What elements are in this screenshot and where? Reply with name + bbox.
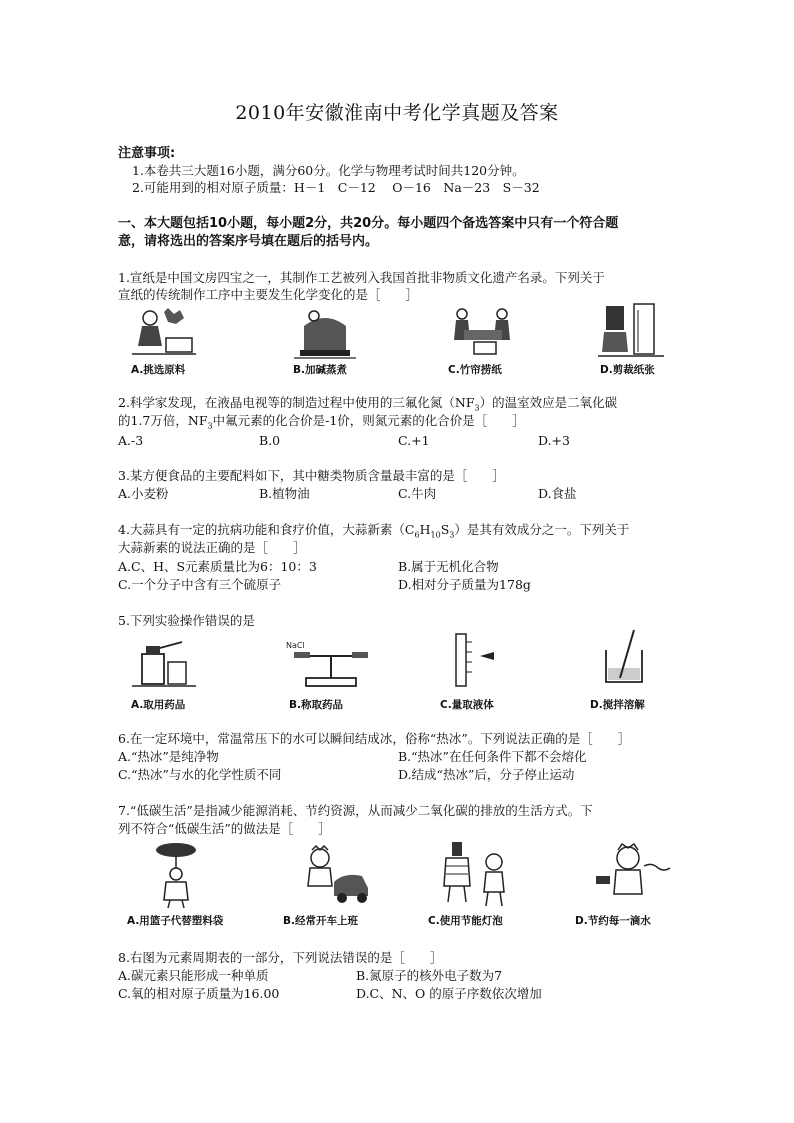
q4-option-a: A.C、H、S元素质量比为6：10：3 <box>118 559 317 574</box>
q6-line1: 6.在一定环境中，常温常压下的水可以瞬间结成冰，俗称“热冰”。下列说法正确的是［ ］ <box>118 731 631 746</box>
q7-image-a <box>146 842 206 912</box>
q7-image-b <box>304 846 374 910</box>
q6-option-a: A.“热冰”是纯净物 <box>118 749 219 764</box>
q4-symbol-h: H <box>419 522 431 537</box>
q1-line1: 1.宣纸是中国文房四宝之一，其制作工艺被列入我国首批非物质文化遗产名录。下列关于 <box>118 270 605 285</box>
q7-caption-d: D.节约每一滴水 <box>575 915 651 927</box>
q7-line2: 列不符合“低碳生活”的做法是［ ］ <box>118 821 331 836</box>
q5-line1: 5.下列实验操作错误的是 <box>118 613 255 628</box>
q2-line1-text-b: ）的温室效应是二氧化碳 <box>479 395 618 410</box>
q5-image-b <box>286 638 376 694</box>
notes-item-1: 1.本卷共三大题16小题，满分60分。化学与物理考试时间共120分钟。 <box>132 163 525 178</box>
q3-option-d: D.食盐 <box>538 486 577 501</box>
q2-line2-text-b: 中氟元素的化合价是-1价，则氮元素的化合价是［ ］ <box>212 413 525 428</box>
q2-option-c: C.+1 <box>398 433 430 448</box>
q5-image-c <box>450 632 510 694</box>
q5-image-d <box>596 628 656 692</box>
q7-caption-a: A.用篮子代替塑料袋 <box>127 915 224 927</box>
q1-image-a <box>128 304 198 364</box>
q3-option-c: C.牛肉 <box>398 486 437 501</box>
q7-image-d <box>592 842 672 908</box>
q1-image-d <box>598 302 668 364</box>
q8-option-a: A.碳元素只能形成一种单质 <box>118 968 269 983</box>
q4-symbol-s: S <box>440 522 450 537</box>
q4-option-d: D.相对分子质量为178g <box>398 577 531 592</box>
q4-subscript-c: 6 <box>414 530 420 540</box>
notes-heading: 注意事项: <box>118 146 176 161</box>
q7-caption-c: C.使用节能灯泡 <box>428 915 503 927</box>
q3-option-a: A.小麦粉 <box>118 486 169 501</box>
q6-option-d: D.结成“热冰”后，分子停止运动 <box>398 767 575 782</box>
q5-caption-b: B.称取药品 <box>289 699 343 711</box>
q2-option-a: A.-3 <box>118 433 144 448</box>
q1-image-b <box>290 306 360 364</box>
q4-subscript-h: 10 <box>430 530 441 540</box>
q8-line1: 8.右图为元素周期表的一部分，下列说法错误的是［ ］ <box>118 950 443 965</box>
q5-image-a <box>130 640 200 694</box>
q4-line1-text-b: ）是其有效成分之一。下列关于 <box>454 522 630 537</box>
q5-caption-c: C.量取液体 <box>440 699 494 711</box>
q1-caption-a: A.挑选原料 <box>131 364 186 376</box>
section1-line1: 一、本大题包括10小题，每小题2分，共20分。每小题四个备选答案中只有一个符合题 <box>118 216 619 231</box>
q1-caption-b: B.加碱蒸煮 <box>293 364 347 376</box>
q2-line2 <box>118 413 525 435</box>
q2-subscript-2: 3 <box>207 421 213 431</box>
q6-option-c: C.“热冰”与水的化学性质不同 <box>118 767 282 782</box>
notes-item-2: 2.可能用到的相对原子质量：H－1 C－12 O－16 Na－23 S－32 <box>132 180 540 195</box>
q4-subscript-s: 3 <box>449 530 455 540</box>
q2-line1-text-a: 2.科学家发现，在液晶电视等的制造过程中使用的三氟化氮（NF <box>118 395 475 410</box>
q1-caption-d: D.剪裁纸张 <box>600 364 655 376</box>
q2-subscript-1: 3 <box>474 403 480 413</box>
q2-option-b: B.0 <box>259 433 281 448</box>
q4-option-c: C.一个分子中含有三个硫原子 <box>118 577 282 592</box>
q5-nacl-label: NaCl <box>286 641 305 650</box>
q4-option-b: B.属于无机化合物 <box>398 559 499 574</box>
q4-line1-text-a: 4.大蒜具有一定的抗病功能和食疗价值，大蒜新素（C <box>118 522 415 537</box>
page-title: 2010年安徽淮南中考化学真题及答案 <box>235 102 559 124</box>
q3-option-b: B.植物油 <box>259 486 310 501</box>
q1-caption-c: C.竹帘捞纸 <box>448 364 502 376</box>
q1-image-c <box>444 304 524 364</box>
q2-line2-text-a: 的1.7万倍，NF <box>118 413 208 428</box>
q2-option-d: D.+3 <box>538 433 570 448</box>
q5-caption-d: D.搅拌溶解 <box>590 699 645 711</box>
q3-line1: 3.某方便食品的主要配料如下，其中糖类物质含量最丰富的是［ ］ <box>118 468 505 483</box>
q7-image-c <box>438 842 518 912</box>
q4-line2: 大蒜新素的说法正确的是［ ］ <box>118 540 306 555</box>
q7-line1: 7.“低碳生活”是指减少能源消耗、节约资源，从而减少二氧化碳的排放的生活方式。下 <box>118 803 593 818</box>
q1-line2: 宣纸的传统制作工序中主要发生化学变化的是［ ］ <box>118 287 419 302</box>
q6-option-b: B.“热冰”在任何条件下都不会熔化 <box>398 749 587 764</box>
q5-caption-a: A.取用药品 <box>131 699 186 711</box>
section1-line2: 意，请将选出的答案序号填在题后的括号内。 <box>118 234 379 249</box>
q8-option-b: B.氮原子的核外电子数为7 <box>356 968 503 983</box>
q8-option-c: C.氧的相对原子质量为16.00 <box>118 986 280 1001</box>
q7-caption-b: B.经常开车上班 <box>283 915 358 927</box>
q8-option-d: D.C、N、O 的原子序数依次增加 <box>356 986 542 1001</box>
